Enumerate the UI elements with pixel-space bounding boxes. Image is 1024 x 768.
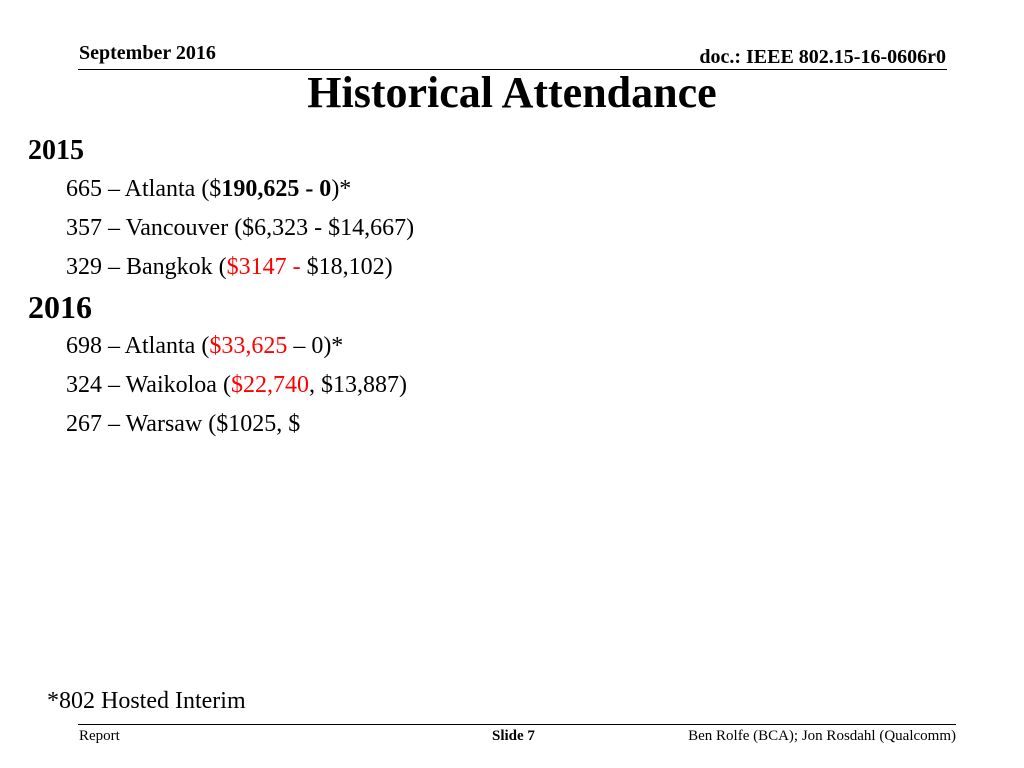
- slide-title: Historical Attendance: [307, 68, 717, 117]
- attendance-entry: [28, 248, 928, 287]
- entry-prefix: 665 – Atlanta ($: [66, 176, 222, 202]
- entry-text: 357 – Vancouver ($6,323 - $14,667): [66, 215, 415, 241]
- entry-suffix: , $13,887): [308, 372, 407, 398]
- entry-bold-amount: 190,625 - 0: [221, 176, 332, 202]
- entry-highlight-amount: $33,625: [209, 333, 288, 359]
- entry-highlight-amount: $3147 -: [226, 254, 307, 280]
- attendance-entry: [28, 366, 928, 405]
- entry-suffix: $18,102): [306, 254, 393, 280]
- attendance-entry: [28, 209, 928, 248]
- entry-suffix: )*: [331, 176, 352, 202]
- header-doc-id: doc.: IEEE 802.15-16-0606r0: [699, 46, 946, 68]
- footer-divider: [78, 724, 956, 725]
- entry-highlight-amount: $22,740: [230, 372, 309, 398]
- entry-prefix: 324 – Waikoloa (: [66, 372, 231, 398]
- attendance-entry: [28, 327, 928, 366]
- footer-left: Report: [79, 728, 120, 744]
- attendance-entry: [28, 405, 928, 444]
- attendance-entry: [28, 170, 928, 209]
- header-date: September 2016: [79, 42, 216, 64]
- slide-body: [28, 132, 928, 444]
- entry-prefix: 698 – Atlanta (: [66, 333, 210, 359]
- entry-prefix: 329 – Bangkok (: [66, 254, 227, 280]
- footnote: *802 Hosted Interim: [47, 688, 246, 714]
- entry-text: 267 – Warsaw ($1025, $: [66, 411, 301, 437]
- year-heading-2015: 2015: [28, 135, 84, 166]
- footer-slide-number: Slide 7: [492, 728, 535, 744]
- footer-authors: Ben Rolfe (BCA); Jon Rosdahl (Qualcomm): [688, 728, 956, 744]
- year-heading-2016: 2016: [28, 289, 92, 325]
- entry-suffix: – 0)*: [287, 333, 344, 359]
